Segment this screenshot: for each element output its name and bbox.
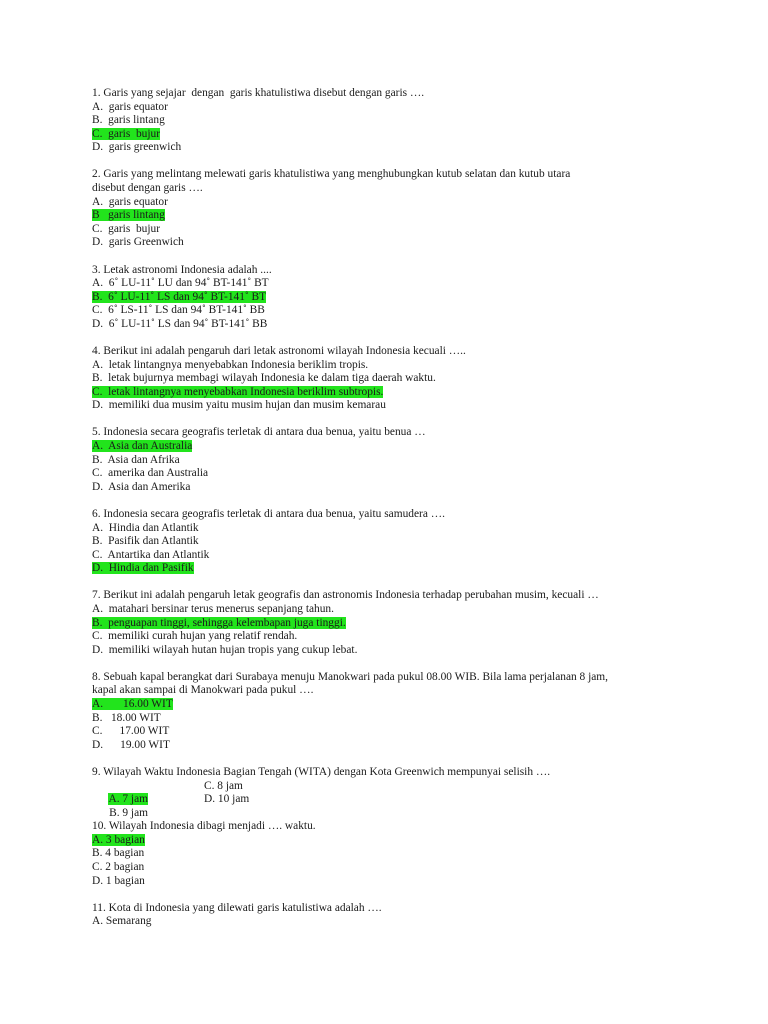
option	[92, 603, 732, 617]
question-stem: 1. Garis yang sejajar dengan garis khatulistiwa disebut dengan garis ….	[92, 87, 425, 99]
question-stem: disebut dengan garis ….	[92, 182, 203, 195]
option	[92, 399, 732, 413]
option-text: D. 6˚ LU-11˚ LS dan 94˚ BT-141˚ BB	[92, 317, 268, 330]
option-text: D. memiliki dua musim yaitu musim hujan dan musim kemarau	[92, 399, 386, 412]
option-text: D. Asia dan Amerika	[92, 480, 191, 493]
option-text: B. Asia dan Afrika	[92, 453, 180, 466]
question-stem: 9. Wilayah Waktu Indonesia Bagian Tengah (WITA) dengan Kota Greenwich mempunyai selisih ….	[92, 765, 551, 778]
option	[92, 522, 732, 536]
question-8	[92, 671, 732, 753]
option	[92, 209, 732, 223]
option-text: C. garis bujur	[92, 222, 161, 235]
option-correct: B garis lintang	[92, 209, 165, 222]
question-1	[92, 87, 732, 155]
option-text: B. letak bujurnya membagi wilayah Indonesia ke dalam tiga daerah waktu.	[92, 372, 436, 385]
option	[92, 630, 732, 644]
option	[92, 454, 732, 468]
option-correct: A. Asia dan Australia	[92, 440, 193, 453]
option	[92, 386, 732, 400]
option: B. 9 jam	[109, 806, 149, 819]
option: B. 4 bagian	[92, 847, 145, 860]
option-text: C. Antartika dan Atlantik	[92, 548, 210, 561]
question-stem: 10. Wilayah Indonesia dibagi menjadi …. waktu.	[92, 820, 316, 833]
quiz-document	[92, 87, 732, 942]
option-text: A. Hindia dan Atlantik	[92, 521, 199, 534]
option-text: B. 18.00 WIT	[92, 711, 161, 724]
option-correct: B. 6˚ LU-11˚ LS dan 94˚ BT-141˚ BT	[92, 290, 267, 303]
option: D. 1 bagian	[92, 874, 145, 887]
question-9	[92, 765, 732, 819]
option	[92, 141, 732, 155]
option-text: D. memiliki wilayah hutan hujan tropis yang cukup lebat.	[92, 643, 358, 656]
option-correct: C. letak lintangnya menyebabkan Indonesia beriklim subtropis.	[92, 385, 384, 398]
question-stem: 7. Berikut ini adalah pengaruh letak geografis dan astronomis Indonesia terhadap perubahan musim, kecuali …	[92, 589, 599, 602]
option-text: B. garis lintang	[92, 114, 165, 127]
option	[92, 481, 732, 495]
option	[92, 535, 732, 549]
question-stem: 2. Garis yang melintang melewati garis khatulistiwa yang menghubungkan kutub selatan dan kutub utara	[92, 168, 571, 181]
question-stem: 5. Indonesia secara geografis terletak di antara dua benua, yaitu benua …	[92, 426, 426, 439]
option	[92, 318, 732, 332]
question-7	[92, 589, 732, 657]
option: A. Semarang	[92, 915, 152, 928]
option-correct: C. garis bujur	[92, 127, 161, 140]
option	[92, 549, 732, 563]
option	[92, 712, 732, 726]
option	[92, 644, 732, 658]
option-correct: B. penguapan tinggi, sehingga kelembapan juga tinggi.	[92, 616, 346, 629]
option	[92, 372, 732, 386]
option	[92, 114, 732, 128]
option-text: D. garis greenwich	[92, 141, 182, 154]
option	[92, 725, 732, 739]
option-text: A. letak lintangnya menyebabkan Indonesia beriklim tropis.	[92, 358, 369, 371]
option-text: C. amerika dan Australia	[92, 467, 209, 480]
option	[92, 101, 732, 115]
question-10	[92, 820, 732, 888]
question-4	[92, 345, 732, 413]
option	[92, 196, 732, 210]
option-text: A. 6˚ LU-11˚ LU dan 94˚ BT-141˚ BT	[92, 277, 269, 290]
option	[92, 698, 732, 712]
question-stem: 3. Letak astronomi Indonesia adalah ....	[92, 263, 272, 276]
option-row	[92, 793, 732, 819]
option	[92, 834, 732, 848]
option	[92, 617, 732, 631]
option	[92, 359, 732, 373]
option: D. 10 jam	[204, 793, 250, 806]
option	[92, 223, 732, 237]
question-stem: 8. Sebuah kapal berangkat dari Surabaya menuju Manokwari pada pukul 08.00 WIB. Bila lama perjalanan 8 jam,	[92, 670, 609, 683]
option	[92, 128, 732, 142]
question-stem: 4. Berikut ini adalah pengaruh dari letak astronomi wilayah Indonesia kecuali …..	[92, 345, 466, 357]
option-text: A. matahari bersinar terus menerus sepanjang tahun.	[92, 603, 334, 615]
question-stem: 11. Kota di Indonesia yang dilewati garis katulistiwa adalah ….	[92, 901, 382, 914]
option	[92, 739, 732, 753]
option-text: D. garis Greenwich	[92, 236, 184, 249]
option	[92, 562, 732, 576]
option-text: A. garis equator	[92, 100, 168, 113]
question-3	[92, 264, 732, 332]
option-correct: A. 16.00 WIT	[92, 698, 173, 711]
option-text: A. garis equator	[92, 195, 168, 208]
option-correct: D. Hindia dan Pasifik	[92, 562, 194, 575]
question-stem: 6. Indonesia secara geografis terletak di antara dua benua, yaitu samudera ….	[92, 507, 445, 520]
option-text: C. 6˚ LS-11˚ LS dan 94˚ BT-141˚ BB	[92, 304, 265, 317]
option-correct: A. 7 jam	[108, 793, 149, 806]
option-text: D. 19.00 WIT	[92, 738, 170, 751]
option-text: B. Pasifik dan Atlantik	[92, 535, 199, 548]
question-5	[92, 426, 732, 494]
option: C. 2 bagian	[92, 861, 145, 873]
option	[92, 277, 732, 291]
option-correct: A. 3 bagian	[92, 833, 145, 846]
question-list	[92, 87, 732, 752]
option: C. 8 jam	[204, 779, 243, 792]
option-text: C. memiliki curah hujan yang relatif rendah.	[92, 630, 298, 643]
option-text: C. 17.00 WIT	[92, 725, 170, 738]
question-stem: kapal akan sampai di Manokwari pada pukul ….	[92, 684, 314, 697]
question-2	[92, 168, 732, 250]
option	[92, 291, 732, 305]
option	[92, 440, 732, 454]
option	[92, 236, 732, 250]
option	[92, 467, 732, 481]
option	[92, 304, 732, 318]
question-11	[92, 902, 732, 929]
question-6	[92, 508, 732, 576]
